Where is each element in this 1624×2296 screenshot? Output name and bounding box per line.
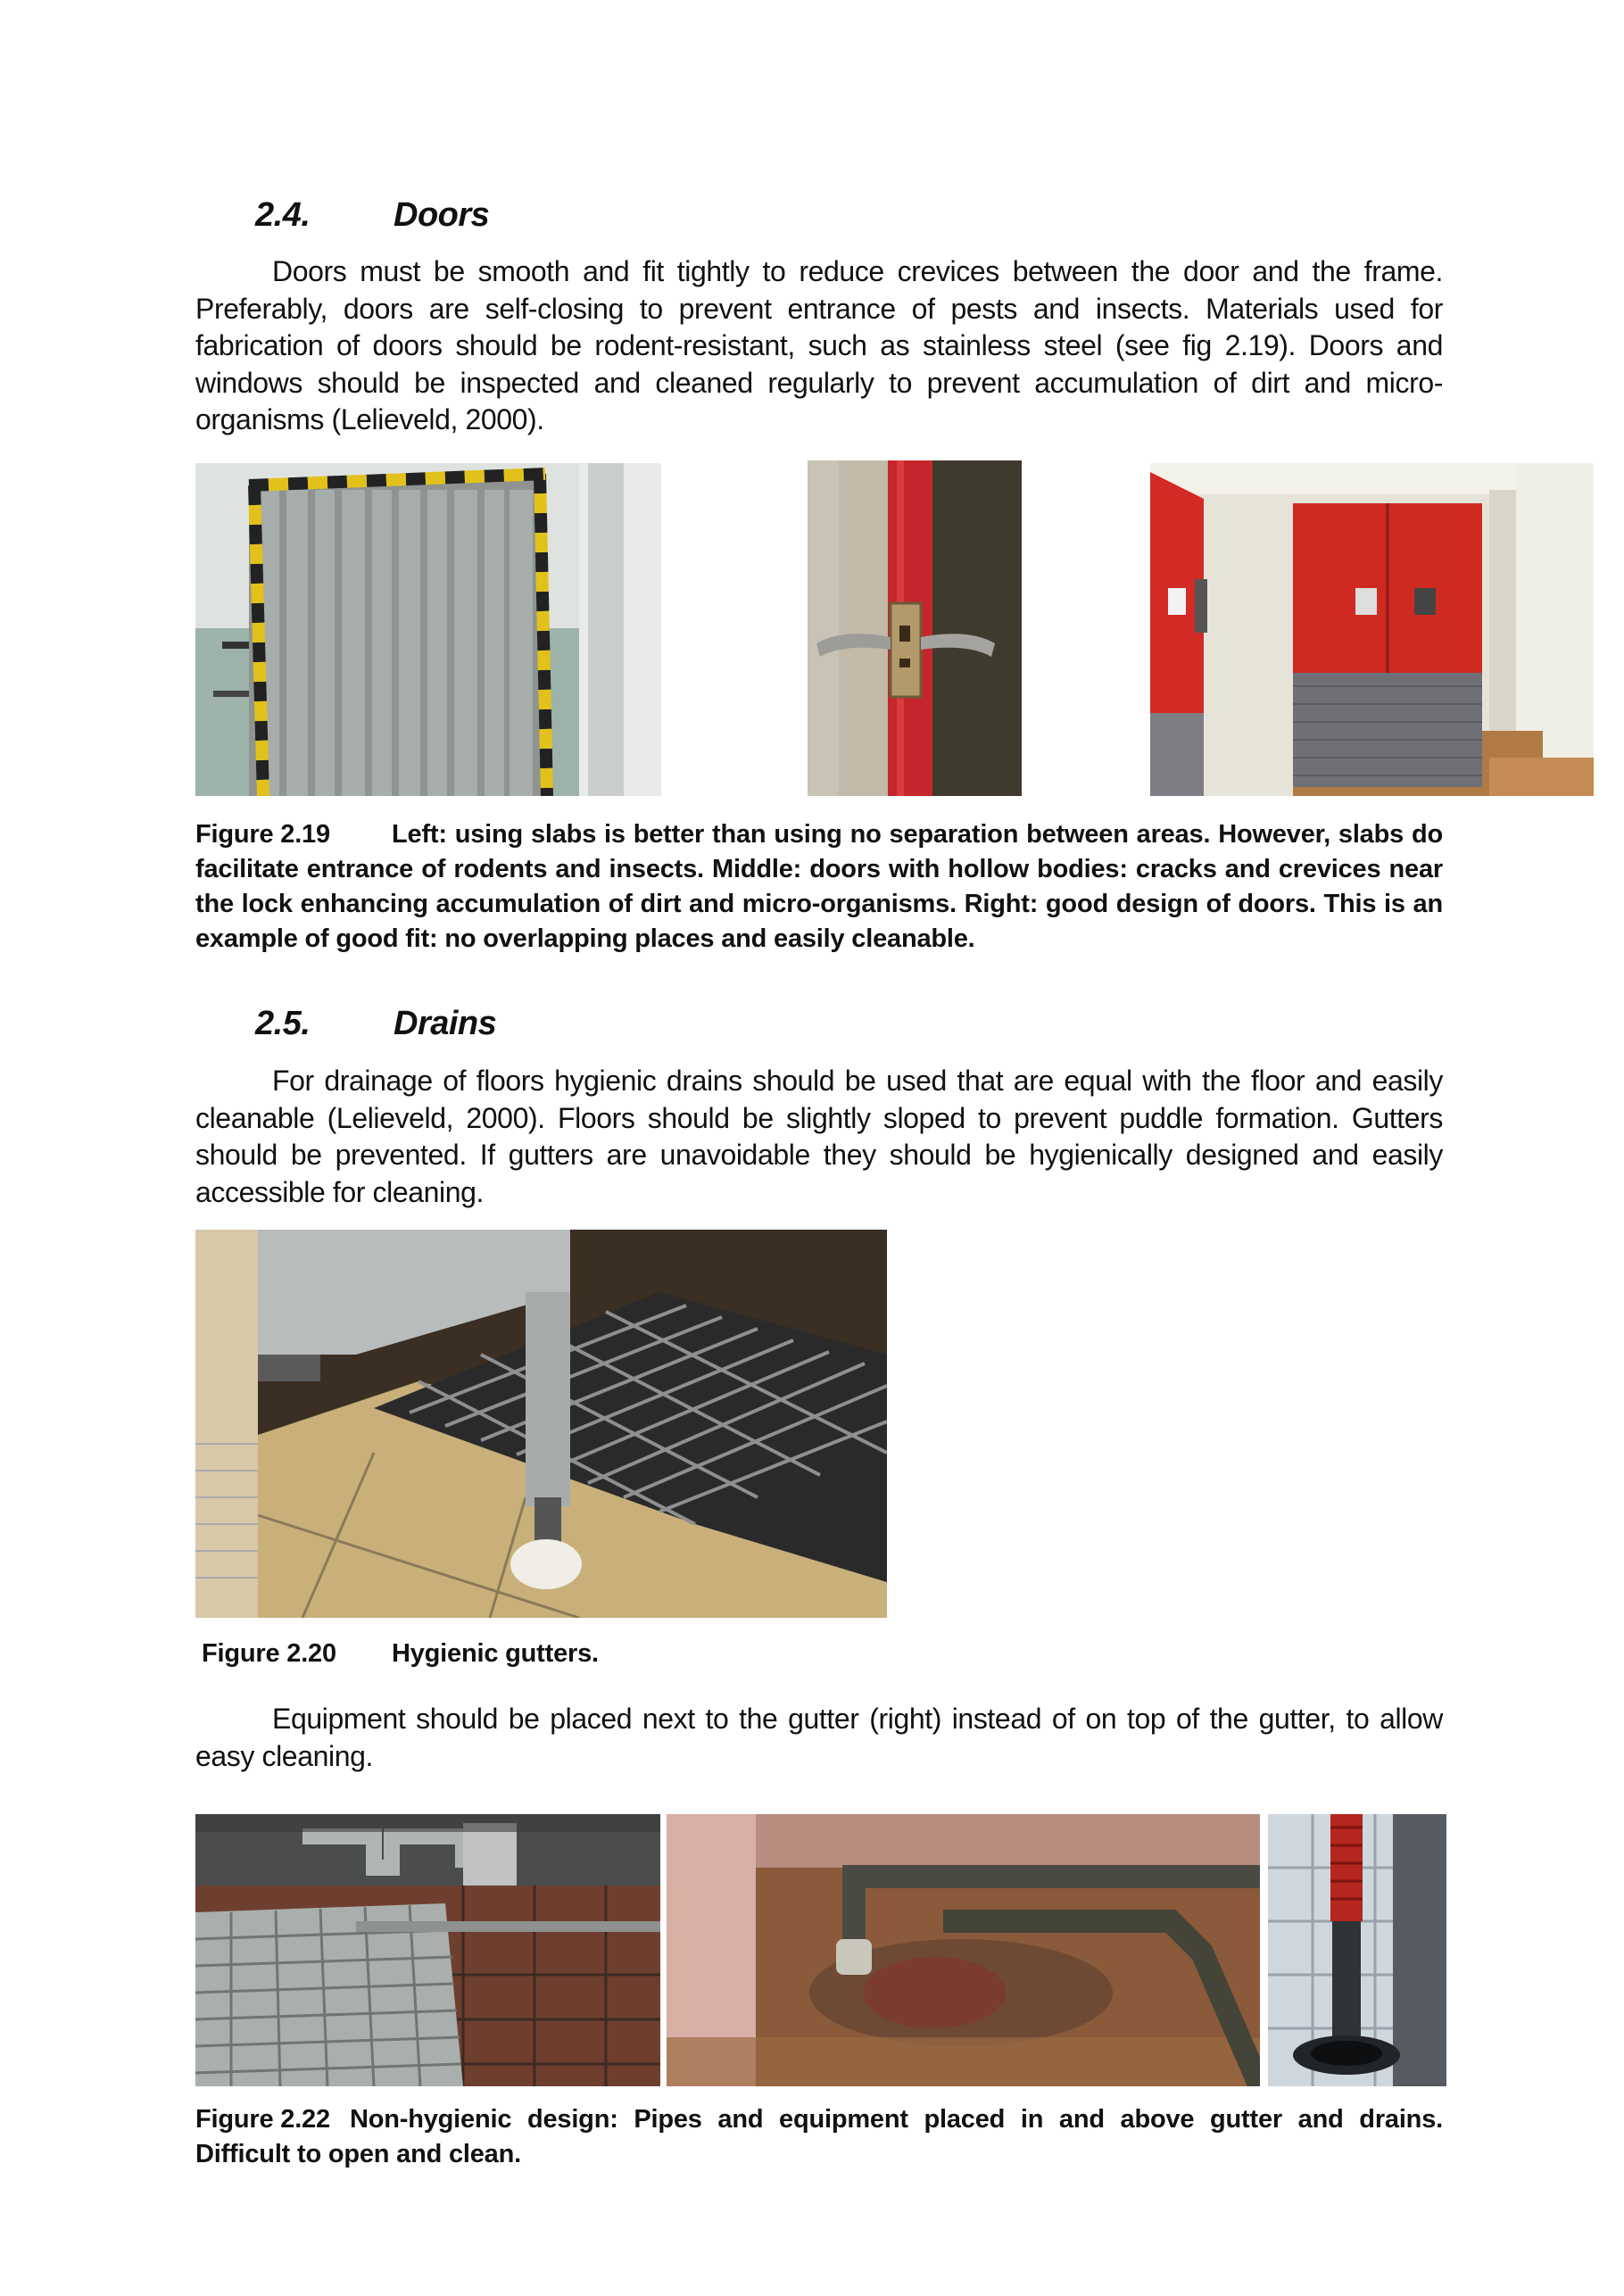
section-number: 2.5.: [255, 1005, 311, 1042]
photo-hollow-door-lock: [808, 460, 1022, 796]
figure-caption-text: Left: using slabs is better than using no separation between areas. However, slabs do facilitate entrance of rodents and insects. Middle: doors with hollow bodies: cracks and crevices near the lock enhancing accumulation of dirt and micro-organisms. Right: good design of doors. This is an example of good fit: no overlapping places and easily cleanable.: [195, 820, 1443, 953]
photo-hygienic-gutter: [195, 1230, 887, 1618]
photo-pipes-over-grate: [195, 1814, 660, 2086]
section-number: 2.4.: [255, 196, 311, 234]
doors-paragraph-text: Doors must be smooth and fit tightly to reduce crevices between the door and the frame. Preferably, doors are self-closing to prevent entrance of pests and insects. Materials used for fabrication of doors should be rodent-resistant, such as stainless steel (see fig 2.19). Doors and windows should be inspected and cleaned regularly to prevent accumulation of dirt and micro-organisms (Lelieveld, 2000).: [195, 255, 1443, 435]
figure-caption-text: Hygienic gutters.: [392, 1639, 599, 1668]
figure-label: Figure 2.22: [195, 2105, 330, 2134]
figure-2-22-caption: [195, 2102, 1443, 2172]
drains-paragraph-text: For drainage of floors hygienic drains should be used that are equal with the floor and easily cleanable (Lelieveld, 2000). Floors should be slightly sloped to prevent puddle formation. Gutters should be prevented. If gutters are unavoidable they should be hygienically designed and easily accessible for cleaning.: [195, 1065, 1443, 1208]
photo-strip-curtain-door: [195, 463, 661, 796]
drains-paragraph: [195, 1063, 1443, 1211]
figure-2-19-caption: [195, 817, 1443, 957]
doors-paragraph: [195, 253, 1443, 439]
figure-label: Figure 2.19: [195, 820, 330, 849]
section-title: Drains: [394, 1005, 497, 1042]
figure-caption-text: Non-hygienic design: Pipes and equipment placed in and above gutter and drains. Difficult to open and clean.: [195, 2105, 1443, 2168]
figure-label: Figure 2.20: [202, 1639, 336, 1668]
photo-red-swing-doors: [1150, 463, 1594, 796]
equipment-paragraph: [195, 1701, 1443, 1775]
section-title: Doors: [394, 196, 490, 234]
photo-hose-in-drain: [1268, 1814, 1446, 2086]
section-heading-drains: [255, 1005, 701, 1049]
section-heading-doors: [255, 196, 701, 241]
figure-2-20-caption: [202, 1637, 1442, 1671]
photo-pipes-over-drain: [667, 1814, 1260, 2086]
equipment-paragraph-text: Equipment should be placed next to the gutter (right) instead of on top of the gutter, to allow easy cleaning.: [195, 1703, 1443, 1772]
